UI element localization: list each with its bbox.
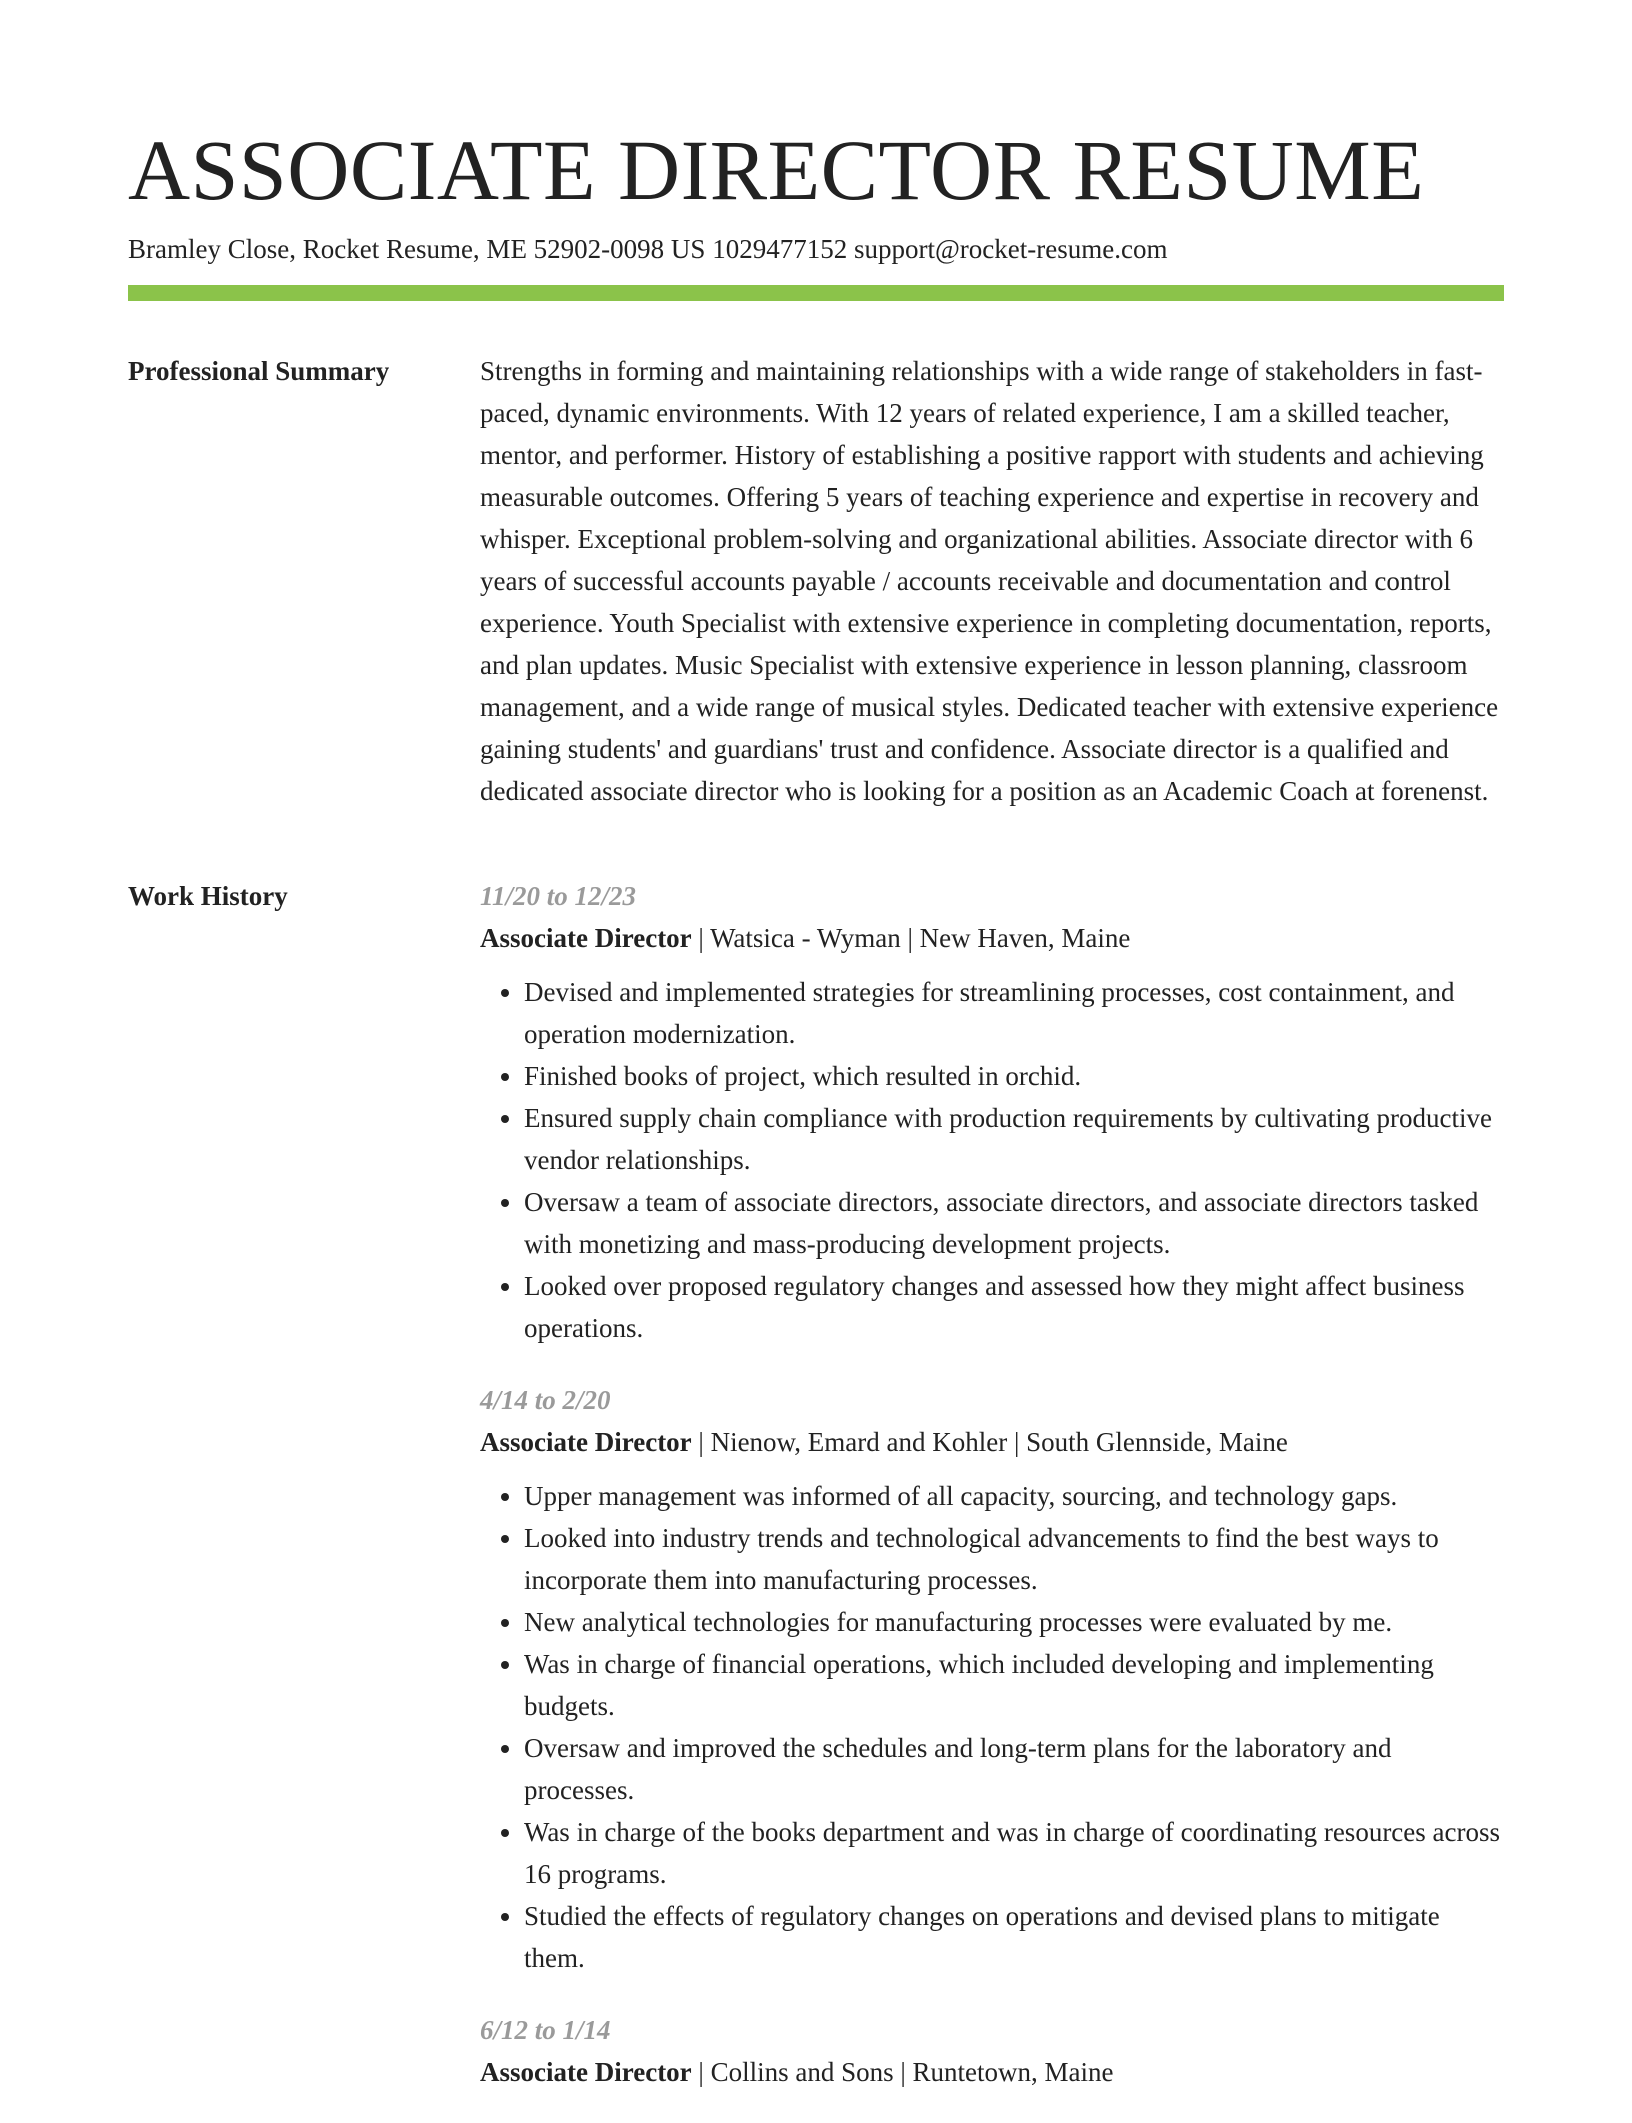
job-heading <box>480 2051 1504 2093</box>
job-details: | Nienow, Emard and Kohler | South Glennside, Maine <box>691 1427 1288 1457</box>
summary-heading: Professional Summary <box>128 356 390 386</box>
job-entry <box>480 875 1504 1349</box>
work-history-list <box>480 875 1504 2123</box>
job-bullet: • Looked over proposed regulatory changes and assessed how they might affect business operations. <box>524 1265 1504 1349</box>
job-bullet: • Was in charge of financial operations, which included developing and implementing budgets. <box>524 1643 1504 1727</box>
job-bullet: • Was in charge of the books department and was in charge of coordinating resources across 16 programs. <box>524 1811 1504 1895</box>
job-details: | Watsica - Wyman | New Haven, Maine <box>691 923 1131 953</box>
job-details: | Collins and Sons | Runtetown, Maine <box>691 2057 1114 2087</box>
job-bullet: • Ensured supply chain compliance with production requirements by cultivating productive vendor relationships. <box>524 1097 1504 1181</box>
job-title: Associate Director <box>480 923 692 953</box>
job-entry <box>480 1379 1504 1979</box>
work-history-heading: Work History <box>128 881 288 911</box>
job-entry <box>480 2009 1504 2093</box>
summary-text: Strengths in forming and maintaining relationships with a wide range of stakeholders in fast-paced, dynamic environments. With 12 years of related experience, I am a skilled teacher, mentor, and performer. History of establishing a positive rapport with students and achieving measurable outcomes. Offering 5 years of teaching experience and expertise in recovery and whisper. Exceptional problem-solving and organizational abilities. Associate director with 6 years of successful accounts payable / accounts receivable and documentation and control experience. Youth Specialist with extensive experience in completing documentation, reports, and plan updates. Music Specialist with extensive experience in lesson planning, classroom management, and a wide range of musical styles. Dedicated teacher with extensive experience gaining students' and guardians' trust and confidence. Associate director is a qualified and dedicated associate director who is looking for a position as an Academic Coach at forenenst. <box>480 356 1499 806</box>
job-dates: 4/14 to 2/20 <box>480 1385 611 1415</box>
job-bullet: • Studied the effects of regulatory changes on operations and devised plans to mitigate them. <box>524 1895 1504 1979</box>
job-bullets <box>480 971 1504 1349</box>
job-bullet: • Devised and implemented strategies for streamlining processes, cost containment, and operation modernization. <box>524 971 1504 1055</box>
resume-title: ASSOCIATE DIRECTOR RESUME <box>128 122 1425 218</box>
header-divider <box>128 285 1504 301</box>
job-bullet: • Finished books of project, which resulted in orchid. <box>524 1055 1504 1097</box>
job-bullet: • Looked into industry trends and technological advancements to find the best ways to incorporate them into manufacturing processes. <box>524 1517 1504 1601</box>
contact-info: Bramley Close, Rocket Resume, ME 52902-0098 US 1029477152 support@rocket-resume.com <box>128 234 1168 264</box>
job-title: Associate Director <box>480 2057 692 2087</box>
job-bullet: • Oversaw a team of associate directors, associate directors, and associate directors tasked with monetizing and mass-producing development projects. <box>524 1181 1504 1265</box>
job-bullets <box>480 1475 1504 1979</box>
job-heading <box>480 1421 1504 1463</box>
job-bullet: • Upper management was informed of all capacity, sourcing, and technology gaps. <box>524 1475 1504 1517</box>
job-dates: 11/20 to 12/23 <box>480 881 637 911</box>
job-heading <box>480 917 1504 959</box>
job-dates: 6/12 to 1/14 <box>480 2015 611 2045</box>
job-bullet: • New analytical technologies for manufacturing processes were evaluated by me. <box>524 1601 1504 1643</box>
job-bullet: • Oversaw and improved the schedules and long-term plans for the laboratory and processes. <box>524 1727 1504 1811</box>
job-title: Associate Director <box>480 1427 692 1457</box>
